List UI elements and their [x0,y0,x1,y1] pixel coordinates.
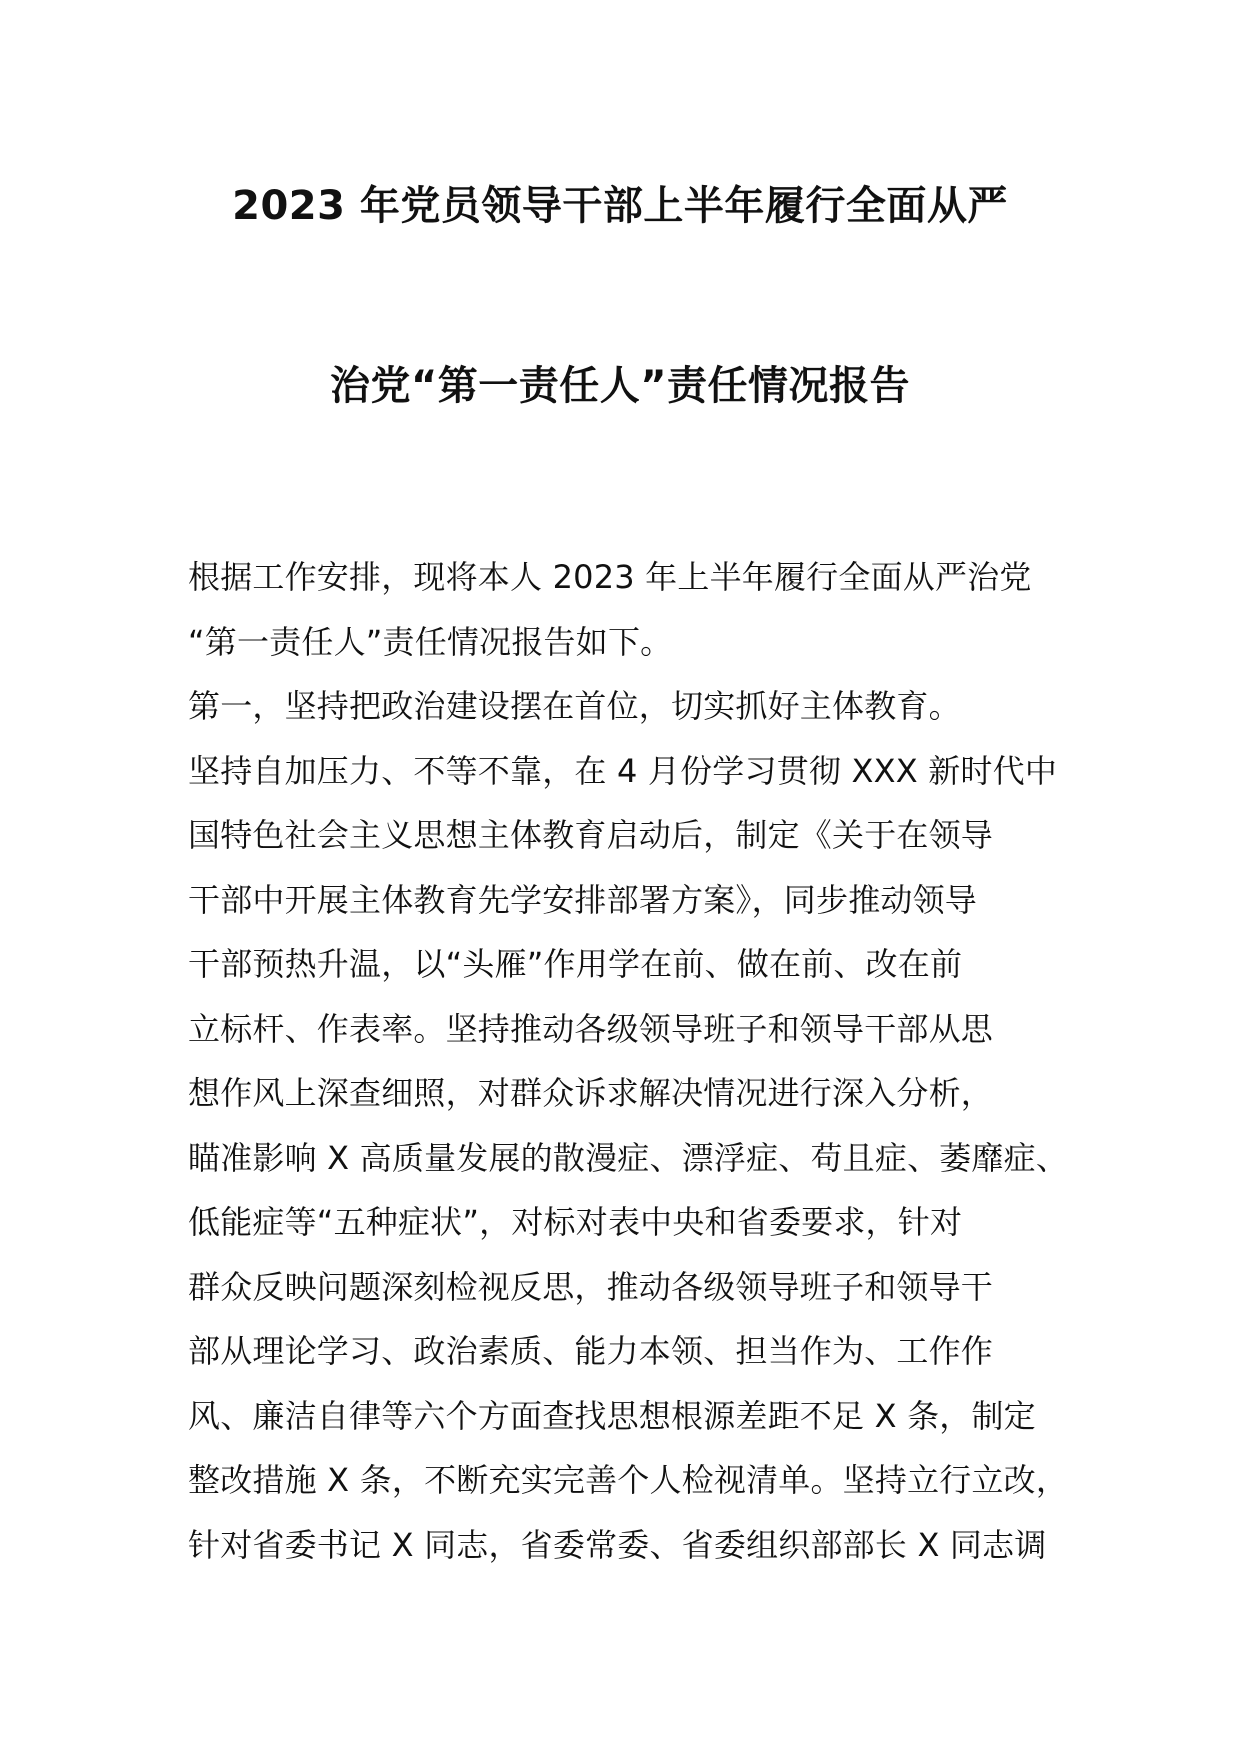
body-line: 瞄准影响 X 高质量发展的散漫症、漂浮症、苟且症、萎靡症、 [188,1138,1069,1177]
body-line: 干部中开展主体教育先学安排部署方案》，同步推动领导 [188,880,978,919]
body-line: 针对省委书记 X 同志，省委常委、省委组织部部长 X 同志调 [188,1525,1047,1564]
body-line: 国特色社会主义思想主体教育启动后，制定《关于在领导 [188,816,994,854]
body-line: 部从理论学习、政治素质、能力本领、担当作为、工作作 [188,1332,994,1370]
body-line: 根据工作安排，现将本人 2023 年上半年履行全面从严治党 [188,558,1032,596]
body-line: 立标杆、作表率。坚持推动各级领导班子和领导干部从思 [188,1009,994,1048]
body-line: 干部预热升温，以“头雁”作用学在前、做在前、改在前 [188,945,963,983]
body-line: 低能症等“五种症状”，对标对表中央和省委要求，针对 [188,1203,963,1241]
body-line: 想作风上深查细照，对群众诉求解决情况进行深入分析， [188,1074,994,1112]
body-line: “第一责任人”责任情况报告如下。 [188,622,673,661]
body-line: 坚持自加压力、不等不靠，在 4 月份学习贯彻 XXX 新时代中 [188,751,1058,790]
body-line: 第一，坚持把政治建设摆在首位，切实抓好主体教育。 [188,687,961,725]
body-line: 群众反映问题深刻检视反思，推动各级领导班子和领导干 [188,1267,994,1306]
document-title-line-1: 2023 年党员领导干部上半年履行全面从严 [232,183,1008,229]
document-body [188,545,1088,1577]
body-line: 整改措施 X 条，不断充实完善个人检视清单。坚持立行立改， [188,1461,1069,1499]
body-line: 风、廉洁自律等六个方面查找思想根源差距不足 X 条，制定 [188,1396,1036,1435]
document-title-line-2: 治党“第一责任人”责任情况报告 [329,363,911,409]
